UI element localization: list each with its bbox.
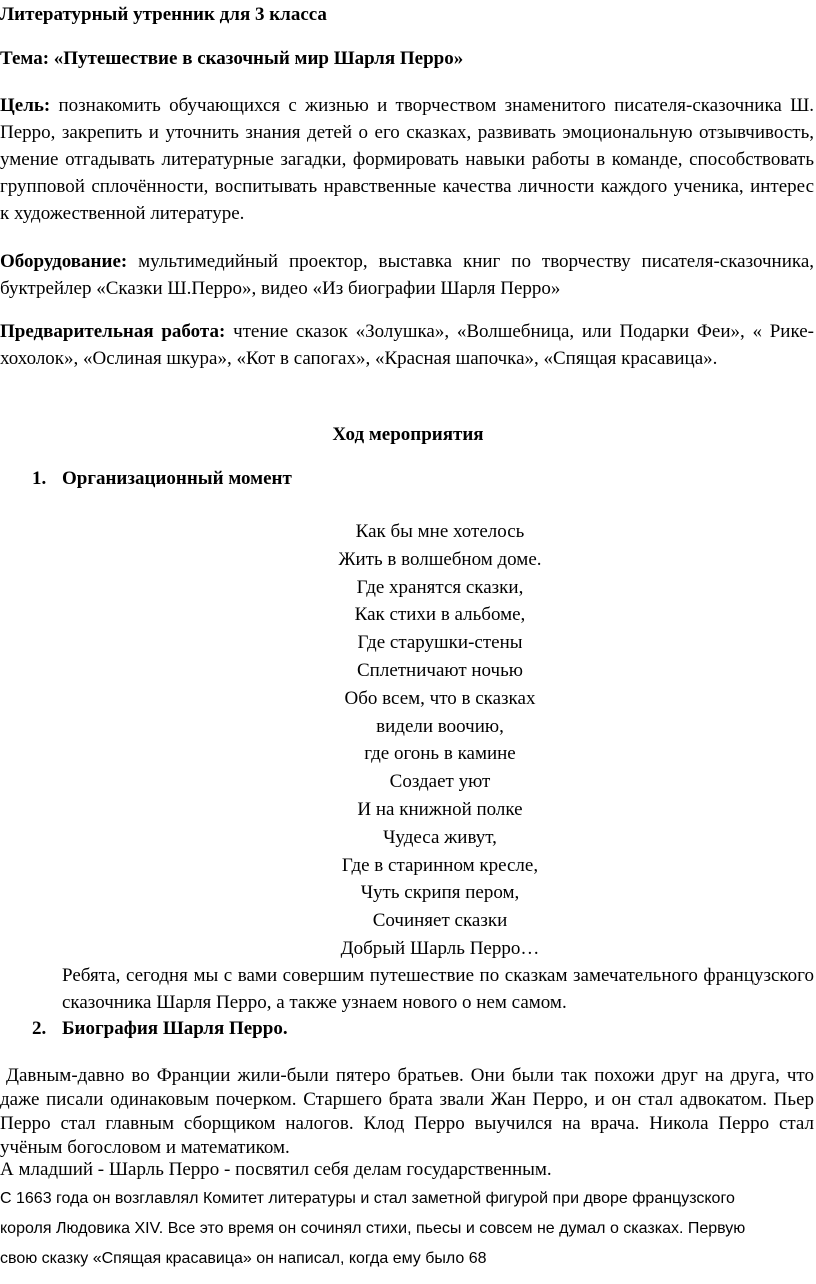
section-1-number: 1. — [32, 468, 47, 489]
topic-line — [0, 46, 463, 72]
intro-paragraph: Ребята, сегодня мы с вами совершим путешествие по сказкам замечательного французского сказочника Шарля Перро, а также узнаем нового о нем самом. — [62, 965, 814, 1013]
poem-line: Чудеса живут, — [383, 826, 497, 848]
biography-paragraph: Давным-давно во Франции жили-были пятеро братьев. Они были так похожи друг на друга, что даже писали одинаковым почерком. Старшего брата звали Жан Перро, и он стал адвокатом. Пьер Перро стал главным сборщиком налогов. Клод Перро выучился на врача. Никола Перро стал учёным богословом и математиком. — [0, 1065, 814, 1158]
biography-sans-line: С 1663 года он возглавлял Комитет литературы и стал заметной фигурой при дворе французского — [0, 1190, 735, 1207]
biography-line: А младший - Шарль Перро - посвятил себя делам государственным. — [0, 1159, 552, 1180]
goal-paragraph — [0, 92, 814, 227]
goal-text: познакомить обучающихся с жизнью и творчеством знаменитого писателя-сказочника Ш. Перро, закрепить и уточнить знания детей о его сказках, развивать эмоциональную отзывчивость, умение отгадывать литературные загадки, формировать навыки работы в команде, способствовать групповой сплочённости, воспитывать нравственные качества личности каждого ученика, интерес к художественной литературе. — [0, 95, 815, 224]
section-2-title: Биография Шарля Перро. — [62, 1018, 288, 1039]
poem-line: Сплетничают ночью — [357, 659, 523, 681]
poem-line: где огонь в камине — [364, 743, 516, 765]
prep-text: чтение сказок «Золушка», «Волшебница, или Подарки Феи», « Рике-хохолок», «Ослиная шкура», «Кот в сапогах», «Красная шапочка», «Спящая красавица». — [0, 321, 814, 369]
poem-line: Где хранятся сказки, — [356, 576, 524, 598]
poem-line: Сочиняет сказки — [372, 910, 508, 932]
prep-label: Предварительная работа: — [0, 321, 226, 342]
biography-sans-line: короля Людовика XIV. Все это время он сочинял стихи, пьесы и совсем не думал о сказках. Первую — [0, 1220, 746, 1237]
section-2-number: 2. — [32, 1018, 47, 1039]
topic-text: «Путешествие в сказочный мир Шарля Перро» — [53, 48, 464, 69]
goal-label: Цель: — [0, 95, 51, 116]
poem-line: И на книжной полке — [357, 798, 523, 820]
equipment-text: мультимедийный проектор, выставка книг по творчеству писателя-сказочника, буктрейлер «Сказки Ш.Перро», видео «Из биографии Шарля Перро» — [0, 251, 815, 299]
section-1-title: Организационный момент — [62, 468, 292, 489]
poem — [250, 518, 630, 963]
poem-line: видели воочию, — [376, 715, 504, 737]
poem-line: Где старушки-стены — [357, 632, 523, 654]
prep-paragraph — [0, 318, 814, 372]
poem-line: Жить в волшебном доме. — [338, 548, 542, 570]
poem-line: Чуть скрипя пером, — [360, 882, 520, 904]
poem-line: Как стихи в альбоме, — [354, 604, 526, 626]
poem-line: Добрый Шарль Перро… — [340, 937, 540, 959]
equipment-paragraph — [0, 248, 814, 302]
poem-line: Где в старинном кресле, — [341, 854, 539, 876]
event-heading: Ход мероприятия — [332, 424, 484, 445]
poem-line: Как бы мне хотелось — [355, 521, 525, 542]
topic-label: Тема: — [0, 48, 50, 69]
biography-sans-line: свою сказку «Спящая красавица» он написал, когда ему было 68 — [0, 1250, 487, 1267]
document-title: Литературный утренник для 3 класса — [0, 4, 327, 25]
poem-line: Создает уют — [389, 771, 491, 793]
poem-line: Обо всем, что в сказках — [344, 687, 536, 709]
equipment-label: Оборудование: — [0, 251, 128, 272]
